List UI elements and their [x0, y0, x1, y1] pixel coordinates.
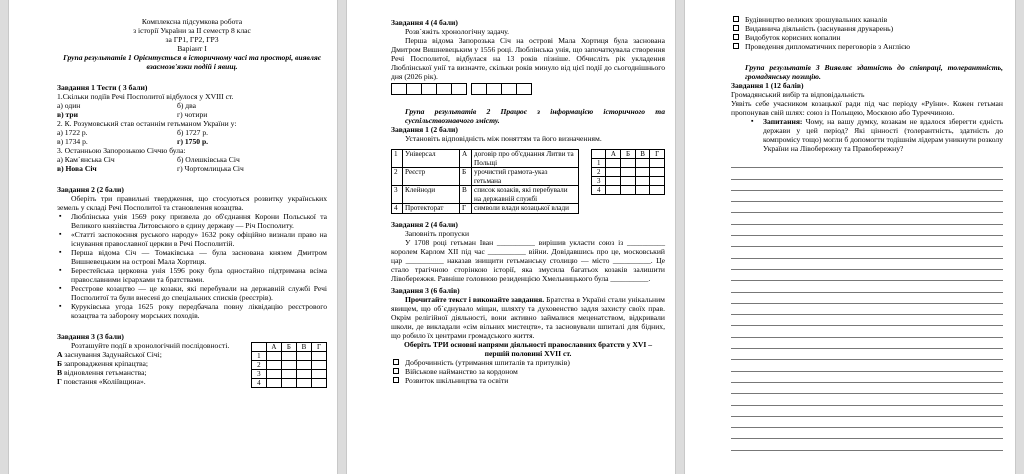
- answer-boxes[interactable]: [391, 83, 665, 95]
- answer-lines[interactable]: [731, 157, 1003, 451]
- answer-line[interactable]: [731, 304, 1003, 315]
- option[interactable]: г) 1750 р.: [177, 137, 209, 146]
- group-3-heading: Група результатів 3 Виявляє здатність до співпраці, толерантність, громадянську позицію.: [745, 63, 1003, 81]
- event-item: Б запровадження кріпацтва;: [57, 359, 148, 368]
- option[interactable]: б) 1727 р.: [177, 128, 209, 137]
- task2-title: Завдання 2 (2 бали): [57, 185, 124, 194]
- answer-line[interactable]: [731, 439, 1003, 450]
- answer-line[interactable]: [731, 326, 1003, 337]
- option-list: [391, 358, 665, 385]
- task3-title: Завдання 3 (6 балів): [391, 285, 460, 295]
- checkbox-option[interactable]: Видавнича діяльність (заснування друкарень): [731, 24, 1003, 33]
- answer-line[interactable]: [731, 372, 1003, 383]
- answer-grid[interactable]: А Б В Г 1 2 3 4: [251, 342, 327, 388]
- checkbox-option[interactable]: Доброчинність (утримання шпиталів та притулків): [391, 358, 665, 367]
- event-item: А заснування Задунайської Січі;: [57, 350, 162, 359]
- task3-text: Прочитайте текст і виконайте завдання. Братства в Україні стали унікальним явищем, що об`єднувало міщан, шляхту та духовенство задля захисту своїх прав. Окрім релігійної діяльності, вони активно займалися меценатством, відкривали школи, де викладали «сім вільних мистецтв», та засновували шпиталі для бідних, що робило їх центрами громадського життя.: [391, 294, 665, 340]
- answer-line[interactable]: [731, 213, 1003, 224]
- answer-line[interactable]: [731, 270, 1003, 281]
- option[interactable]: а) Кам`янська Січ: [57, 155, 115, 164]
- answer-line[interactable]: [731, 168, 1003, 179]
- answer-line[interactable]: [731, 293, 1003, 304]
- task4-intro: Розв`яжіть хронологічну задачу.: [405, 27, 510, 36]
- question-list: [731, 117, 1003, 153]
- task3-intro: Розташуйте події в хронологічній послідовності.: [71, 341, 230, 350]
- task2-title: Завдання 2 (4 бали): [391, 219, 458, 229]
- task2-text[interactable]: У 1708 році гетьман Іван __________ вирішив укласти союз із __________ королем Карлом XII під час __________ війни. Довідавшись про це, московський цар __________ наказав знищити гетьманську столицю — місто __________. Це стало трагічною сторінкою історії, яка змусила багатьох козаків залишити Лівобережжя. Равніше головною резиденцією Хмельницького була __________.: [391, 237, 665, 283]
- checkbox-option[interactable]: Будівництво великих зрошувальних каналів: [731, 15, 1003, 24]
- answer-line[interactable]: [731, 406, 1003, 417]
- group-1-heading: Група результатів 1 Орієнтується в історичному часі та просторі, виявляє взаємозв'язки подій і явищ.: [63, 53, 321, 71]
- task1-title: Завдання 1 (12 балів): [731, 81, 804, 90]
- event-item: Г повстання «Коліївщина».: [57, 377, 146, 386]
- answer-grid[interactable]: А Б В Г 1 2 3 4: [591, 149, 665, 195]
- question-2: 2. К. Розумовський став останнім гетьманом України у:: [57, 119, 237, 128]
- statement-item[interactable]: ▪ Куруківська угода 1625 року передбачала повну ліквідацію реєстрового козацтва та заборону морських походів.: [57, 302, 327, 320]
- task1-title: Завдання 1 Тести ( 3 бали): [57, 83, 148, 92]
- option[interactable]: а) один: [57, 101, 81, 110]
- answer-line[interactable]: [731, 259, 1003, 270]
- header-line: за ГР1, ГР2, ГР3: [165, 35, 219, 44]
- option[interactable]: г) Чортомлицька Січ: [177, 164, 244, 173]
- answer-line[interactable]: [731, 417, 1003, 428]
- checkbox-option[interactable]: Видобуток корисних копалин: [731, 33, 1003, 42]
- task3-question: Оберіть ТРИ основні напрями діяльності православних братств у XVI – першій половині XVII ст.: [403, 339, 652, 358]
- checkbox-option[interactable]: Проведення дипломатичних переговорів з Англією: [731, 42, 1003, 51]
- option[interactable]: а) 1722 р.: [57, 128, 88, 137]
- header-line: Комплексна підсумкова робота: [141, 17, 243, 26]
- option[interactable]: в) Нова Січ: [57, 164, 97, 173]
- option[interactable]: б) Олешківська Січ: [177, 155, 240, 164]
- page-3: [684, 0, 1016, 474]
- answer-line[interactable]: [731, 349, 1003, 360]
- answer-line[interactable]: [731, 428, 1003, 439]
- statement-list: [57, 212, 327, 320]
- answer-line[interactable]: [731, 338, 1003, 349]
- option[interactable]: г) чотири: [177, 110, 208, 119]
- statement-item[interactable]: ▪ Люблінська унія 1569 року призвела до об'єднання Корони Польської та Великого князівства Литовського в єдину державу — Річ Посполиту.: [57, 212, 327, 230]
- statement-item[interactable]: ▪ «Статті заспокоєння руського народу» 1632 року офіційно визнали право на існування православної церкви в Речі Посполитій.: [57, 230, 327, 248]
- task2-intro: Заповніть пропуски: [405, 228, 470, 238]
- statement-item[interactable]: ▪ Перша відома Січ — Томаківська — була заснована князем Дмитром Вишневецьким на острові Мала Хортиця.: [57, 248, 327, 266]
- task1-intro: Установіть відповідність між поняттям та його визначенням.: [405, 134, 602, 143]
- task2-intro: Оберіть три правильні твердження, що стосуються розвитку українських земель у складі Речі Посполитої та становлення козацтва.: [57, 194, 327, 212]
- answer-line[interactable]: [731, 383, 1003, 394]
- task4-text: Перша відома Запорозька Січ на острові Мала Хортиця була заснована Дмитром Вишневецьким у 1556 році. Люблінська унія, що започаткувала створення Речі Посполитої, відбулася на 13 років пізніше. Обчисліть рік укладення Люблінської унії та визначте, скільки років минуло від цієї події до сьогоднішнього дня (2026 рік).: [391, 36, 665, 81]
- question-1: 1.Скільки подіїв Речі Посполитої відбулося у XVIII ст.: [57, 92, 234, 101]
- question-3: 3. Останньою Запорозькою Січчю була:: [57, 146, 186, 155]
- option[interactable]: в) 1734 р.: [57, 137, 88, 146]
- checkbox-option[interactable]: Військове найманство за кордоном: [391, 367, 665, 376]
- statement-item[interactable]: ▪ Берестейська церковна унія 1596 року була одностайно підтримана всіма православними ієрархами та братствами.: [57, 266, 327, 284]
- answer-line[interactable]: [731, 180, 1003, 191]
- question-item: ▪ Запитання: Чому, на вашу думку, козакам не вдалося зберегти єдність держави у цей період? Які цінності (толерантність, здатність до компромісу тощо) могли б допомогти тодішнім лідерам уникнути розколу України на Лівобережну та Правобережну?: [749, 117, 1003, 153]
- answer-line[interactable]: [731, 236, 1003, 247]
- matching-table: 1 Універсал А договір про об'єднання Литви та Польщі 2 Реєстр Б урочистий грамота-указ гетьмана 3 Клейноди В список козаків, які перебували на державній службі 4 Протекторат Г символи влади козацької влади: [391, 149, 579, 214]
- task1-subtitle: Громадянський вибір та відповідальність: [731, 90, 865, 99]
- header-line: з історії України за ІІ семестр 8 клас: [133, 26, 251, 35]
- answer-line[interactable]: [731, 191, 1003, 202]
- option-list: [731, 15, 1003, 51]
- group-2-heading: Група результатів 2 Працює з інформацією історичного та суспільствознавчого змісту.: [405, 107, 665, 125]
- answer-line[interactable]: [731, 394, 1003, 405]
- answer-line[interactable]: [731, 247, 1003, 258]
- answer-line[interactable]: [731, 360, 1003, 371]
- header-line: Варіант І: [177, 44, 207, 53]
- task1-text: Уявіть себе учасником козацької ради під час періоду «Руїни». Кожен гетьман пропонував свій шлях: союз із Польщею, Москвою або Туреччиною.: [731, 99, 1003, 117]
- answer-line[interactable]: [731, 225, 1003, 236]
- answer-line[interactable]: [731, 281, 1003, 292]
- task1-title: Завдання 1 (2 бали): [391, 125, 458, 134]
- option[interactable]: в) три: [57, 110, 78, 119]
- page-2: [346, 0, 676, 474]
- answer-line[interactable]: [731, 157, 1003, 168]
- event-item: В відновлення гетьманства;: [57, 368, 147, 377]
- option[interactable]: б) два: [177, 101, 197, 110]
- doc-header: [57, 17, 327, 53]
- answer-line[interactable]: [731, 315, 1003, 326]
- checkbox-option[interactable]: Розвиток шкільництва та освіти: [391, 376, 665, 385]
- task3-title: Завдання 3 (3 бали): [57, 332, 124, 341]
- task4-title: Завдання 4 (4 бали): [391, 18, 458, 27]
- page-1: [8, 0, 338, 474]
- statement-item[interactable]: ▪ Реєстрове козацтво — це козаки, які перебували на державній службі Речі Посполитої та були внесені до спеціальних списків (реєстрів).: [57, 284, 327, 302]
- answer-line[interactable]: [731, 202, 1003, 213]
